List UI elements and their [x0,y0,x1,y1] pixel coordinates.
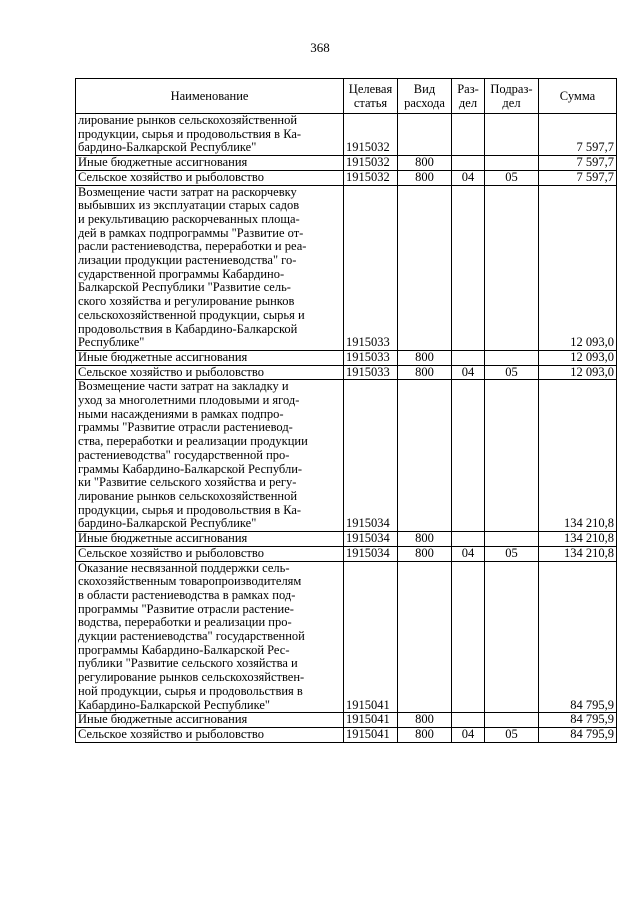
budget-table [75,78,617,743]
table-row [76,727,617,742]
table-row [76,380,617,532]
row-name: Сельское хозяйство и рыболовство [76,170,344,185]
row-name: Иные бюджетные ассигнования [76,156,344,171]
row-type: 800 [398,365,452,380]
table-row [76,170,617,185]
row-type: 800 [398,713,452,728]
row-name: Сельское хозяйство и рыболовство [76,727,344,742]
row-subsection: 05 [485,727,539,742]
row-type [398,561,452,713]
row-target: 1915034 [344,532,398,547]
row-target: 1915033 [344,185,398,350]
table-row [76,532,617,547]
row-type: 800 [398,727,452,742]
row-type: 800 [398,546,452,561]
row-type: 800 [398,350,452,365]
row-sum: 84 795,9 [539,713,617,728]
row-sum: 12 093,0 [539,350,617,365]
table-row [76,185,617,350]
row-target: 1915033 [344,365,398,380]
row-section: 04 [452,546,485,561]
row-target: 1915033 [344,350,398,365]
row-name: Иные бюджетные ассигнования [76,713,344,728]
row-section [452,561,485,713]
row-subsection [485,350,539,365]
row-type: 800 [398,170,452,185]
row-target: 1915041 [344,727,398,742]
row-sum: 7 597,7 [539,114,617,156]
row-subsection [485,156,539,171]
row-type: 800 [398,532,452,547]
table-row [76,350,617,365]
row-type [398,380,452,532]
row-type [398,114,452,156]
row-name: Иные бюджетные ассигнования [76,532,344,547]
row-target: 1915041 [344,561,398,713]
row-sum: 12 093,0 [539,185,617,350]
row-name: Возмещение части затрат на закладку и уход за многолетними плодовыми и ягод- ными насаждениями в рамках подпро- граммы "Развитие отрасли растениевод- ства, переработки и реализации продукции растениеводства" государственной про- граммы Кабардино-Балкарской Республи- ки "Развитие сельского хозяйства и регу- лирование рынков сельскохозяйственной продукции, сырья и продовольствия в Ка- бардино-Балкарской Республике" [76,380,344,532]
row-section [452,380,485,532]
row-sum: 84 795,9 [539,727,617,742]
row-sum: 7 597,7 [539,170,617,185]
row-target: 1915034 [344,546,398,561]
row-type [398,185,452,350]
row-target: 1915034 [344,380,398,532]
row-name: Оказание несвязанной поддержки сель- скохозяйственным товаропроизводителям в области растениеводства в рамках под- программы "Развитие отрасли растение- водства, переработки и реализации про- дукции растениеводства" государственной программы Кабардино-Балкарской Рес- публики "Развитие сельского хозяйства и регулирование рынков сельскохозяйствен- ной продукции, сырья и продовольствия в Кабардино-Балкарской Республике" [76,561,344,713]
row-subsection [485,185,539,350]
row-subsection [485,114,539,156]
row-name: Сельское хозяйство и рыболовство [76,365,344,380]
row-subsection: 05 [485,546,539,561]
table-row [76,365,617,380]
row-section [452,350,485,365]
header-sum: Сумма [539,79,617,114]
row-subsection [485,561,539,713]
row-subsection [485,713,539,728]
row-sum: 7 597,7 [539,156,617,171]
row-subsection: 05 [485,170,539,185]
table-row [76,561,617,713]
row-section: 04 [452,727,485,742]
row-type: 800 [398,156,452,171]
row-subsection: 05 [485,365,539,380]
row-target: 1915041 [344,713,398,728]
row-name: Сельское хозяйство и рыболовство [76,546,344,561]
row-section [452,532,485,547]
row-target: 1915032 [344,170,398,185]
row-sum: 134 210,8 [539,532,617,547]
row-name: Иные бюджетные ассигнования [76,350,344,365]
row-subsection [485,532,539,547]
row-sum: 134 210,8 [539,546,617,561]
row-sum: 12 093,0 [539,365,617,380]
header-target: Целевая статья [344,79,398,114]
table-row [76,546,617,561]
page-number: 368 [310,40,330,55]
row-section [452,114,485,156]
row-section [452,185,485,350]
row-section: 04 [452,365,485,380]
row-section [452,156,485,171]
row-target: 1915032 [344,156,398,171]
table-row [76,114,617,156]
row-section [452,713,485,728]
header-section: Раз- дел [452,79,485,114]
row-sum: 134 210,8 [539,380,617,532]
row-sum: 84 795,9 [539,561,617,713]
row-name: лирование рынков сельскохозяйственной продукции, сырья и продовольствия в Ка- бардино-Балкарской Республике" [76,114,344,156]
row-subsection [485,380,539,532]
row-target: 1915032 [344,114,398,156]
header-name: Наименование [76,79,344,114]
table-header-row [76,79,617,114]
row-name: Возмещение части затрат на раскорчевку выбывших из эксплуатации старых садов и рекультивацию раскорчеванных площа- дей в рамках подпрограммы "Развитие от- расли растениеводства, переработки и реа- лизации продукции растениеводства" го- сударственной программы Кабардино- Балкарской Республики "Развитие сель- ского хозяйства и регулирование рынков сельскохозяйственной продукции, сырья и продовольствия в Кабардино-Балкарской Республике" [76,185,344,350]
row-section: 04 [452,170,485,185]
table-row [76,156,617,171]
table-row [76,713,617,728]
header-subsection: Подраз- дел [485,79,539,114]
header-type: Вид расхода [398,79,452,114]
